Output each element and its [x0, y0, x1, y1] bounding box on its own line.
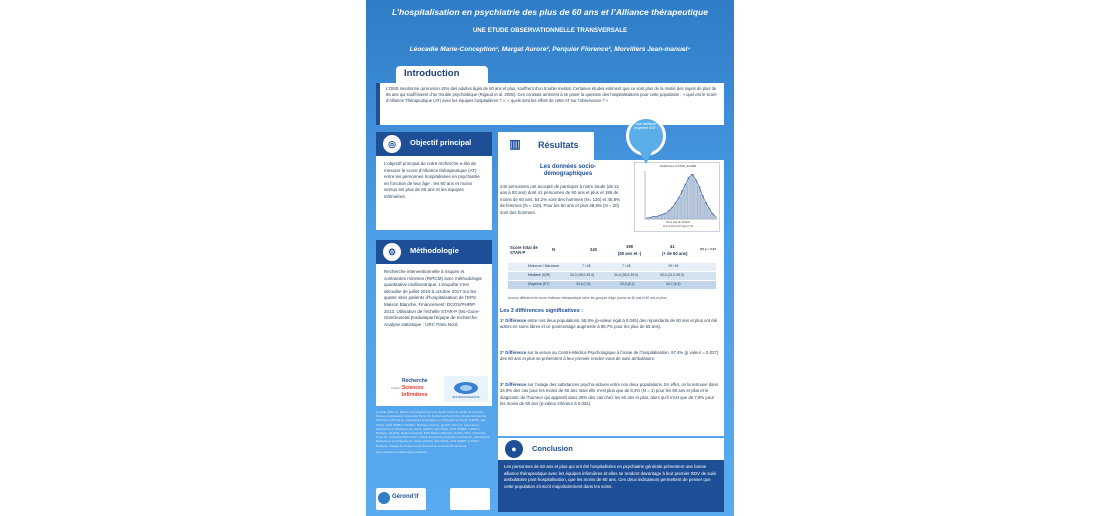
table-row	[508, 272, 716, 280]
stats-n-young: 199	[626, 244, 633, 249]
table-row	[508, 263, 716, 271]
histogram-bar	[655, 217, 658, 219]
histogram-svg	[635, 167, 721, 223]
gerondif-logo	[376, 488, 426, 510]
logo-eps-text: EPS MAISON BLANCHE	[452, 396, 480, 399]
conclusion-text: Les personnes de 60 ans et plus qui ont été hospitalisées en psychiatrie générale présentent une bonne alliance thérapeutique avec les équipes infirmières et elles se rendent davantage à leur premier RDV de suivi ambulatoire post-hospitalisation, que les moins de 60 ans. Ces deux indicateurs permettent de penser que cette population s’inscrit majoritairement dans les soins.	[498, 460, 724, 512]
table-cell: 7 / 48	[622, 264, 631, 268]
conclusion-title: Conclusion	[532, 444, 573, 453]
table-cell: 33,6 (7,8)	[576, 282, 591, 286]
difference-1-lead: 1° Différence	[500, 318, 527, 323]
chart-legend: Normal (Mu=33.6 Sigma=7.8)	[662, 226, 694, 228]
methodologie-title: Méthodologie	[410, 246, 459, 255]
poster-title: L’hospitalisation en psychiatrie des plus de 60 ans et l’Alliance thérapeutique	[392, 7, 708, 17]
difference-3	[500, 382, 720, 408]
methodologie-text: Recherche interventionnelle à risques et contraintes minimes (RIRCM) avec méthodologie quantitative multicentrique. L’enquête s’est déroulée de juillet 2015 à octobre 2017 sur les quatre sites patients d’hospitalisation de l’EPS Maison Blanche. Financement: DGOS/PHRIP 2013. Utilisation de l’échelle STAR-P (Mc-Guire-Snieckusetal.)traduiteparl’équipe de recherche. Analyse statistique : URC Paris Nord	[384, 269, 483, 327]
histogram-bar	[691, 174, 694, 219]
eps-logo	[444, 376, 488, 402]
table-row	[508, 281, 716, 289]
logo-gerondif: Gérond’if	[392, 494, 419, 500]
chart-xlabel: Score total de STAR-P	[665, 221, 690, 224]
difference-1	[500, 318, 720, 331]
table-cell: 19 / 49	[668, 264, 679, 268]
table-cell: 34,7 (6,4)	[666, 282, 681, 286]
table-cell: Médiane (IQR)	[528, 273, 551, 277]
references-text: (1) IDE, PhD (c), Maître d’enseignement à la Haute école de santé de Genève, Suisse et doctorant, Université Paris 13, Sorbonne Paris Cité, Chaire Recherche Sciences Infirmières, Laboratoire Educations et Pratiques de Santé (LEPS), (EA 3412), UFR SMBH, F-93017, Bobigny, France. (2) RN, PhD (c), Laboratoire Educations et Pratiques de Santé (LEPS), (EA 3412), UFR SMBH, F-93017, Bobigny. (3) PhD, Epidémiologiste EPS Maison Blanche (4) RN, PhD, Université Paris 13, Sorbonne Paris Cité, Chaire Recherche Sciences Infirmières, Laboratoire Educations et Pratiques de Santé (LEPS), (EA 3412), UFR SMBH, F-93017, Bobigny, Chargé de Projets et de Recherche à GérondIF (France).	[376, 410, 490, 448]
difference-1-text: entre nos deux populations. 65,9% (p-valeur égal à 0.045) des répondants de 60 ans et plus ont été admis en soins libres et ce pourcentage augmente à 86,7% pour les plus de 65 ans).	[500, 318, 718, 330]
objectif-text: L’objectif principal de notre recherche a été de mesurer le score d’Alliance thérapeutique (AT) entre les personnes hospitalisées en psychiatrie en fonction de leur âge : les 60 ans et moins versus les plus de 60 ans et les équipes infirmières.	[376, 156, 492, 230]
stats-young-label: (60 ans et -)	[618, 251, 642, 256]
difference-3-lead: 3° Différence	[500, 382, 527, 387]
conclusion-header	[498, 438, 724, 460]
table-cell: 34,0 (28,0-39,0)	[570, 273, 595, 277]
histogram-bar	[701, 195, 704, 219]
histogram-bar	[678, 197, 681, 219]
histogram-bar	[694, 180, 697, 219]
table-cell: 34,0 (28,0-39,0)	[614, 273, 639, 277]
histogram-bar	[662, 214, 665, 219]
poster-header	[366, 0, 734, 70]
difference-2-text: sur la venue au Centre-Médico-Psychologique à l’issue de l’hospitalisation. 97,4% (p valeur = 0.027) des 60 ans et plus se présentent à leur premier rendez-vous de suivi ambulatoire.	[500, 350, 719, 362]
stats-n-total: 240	[590, 247, 597, 252]
histogram-bar	[668, 210, 671, 219]
stats-n-label: N	[552, 247, 556, 252]
logo-sciences: Sciences	[402, 385, 424, 391]
stats-p: (P) p = 0.37	[700, 247, 716, 251]
contact-email: jean-manuel.morvillers@gerondif.org	[376, 449, 427, 454]
introduction-title: Introduction	[396, 66, 488, 83]
socio-text: 240 personnes ont accepté de participer à notre étude (de 21 ans à 83 ans) dont 41 personnes de 60 ans et plus et 199 de moins de 60 ans. 54,2% sont des hommes (N= 130) et 45,8% de femmes (N = 110). Pour les 60 ans et plus 48,8% (N = 20) sont des hommes.	[500, 184, 620, 215]
references	[376, 410, 492, 486]
poster-authors: Léocadie Marie-Conception¹, Margat Aurore², Perquier Florence³, Morvillers Jean-manuel⁴	[409, 46, 691, 53]
gear-icon: ⚙	[383, 243, 401, 261]
poster	[366, 0, 734, 516]
chart-title: Distribution of STAR_SCORE	[659, 164, 697, 168]
stats-n-old: 41	[670, 244, 675, 249]
poster-subtitle: UNE ETUDE OBSERVATIONNELLE TRANSVERSALE	[472, 27, 628, 34]
resultats-header	[498, 132, 594, 160]
stats-table	[508, 263, 716, 295]
introduction-text: L’OMS mentionne qu’environ 15% des adultes âgés de 60 ans et plus, souffrent d’un trouble mental. Certaines études estiment que ce sont plus de la moitié des sujets de plus de 65 ans qui souffriraient d’un trouble psychiatrique (Rigaud et al. 2005). Ces constats amènent à se poser la question des hospitalisations pour cette population : « quel est le score d’Alliance Thérapeutique (AT) avec les équipes hospitalières ? », « quels sont les effets de cette AT sur l’observance ? »	[376, 83, 724, 125]
highlight-pin-tip	[640, 152, 652, 164]
stats-old-label: (+ de 60 ans)	[662, 251, 688, 256]
recherche-sciences-logo	[388, 376, 436, 402]
histogram-bar	[698, 186, 701, 219]
histogram-bar	[681, 190, 684, 219]
stats-caption: Aucune différence de score d’alliance thérapeutique selon les groupes d’âge (moins de 60 ans et 60 ans et plus)	[508, 296, 667, 300]
methodologie-header	[376, 240, 492, 264]
logo-chaire: Chaire	[391, 386, 400, 390]
difference-2-lead: 2° Différence	[500, 350, 527, 355]
results-box	[498, 160, 724, 436]
histogram-bar	[675, 202, 678, 219]
gerondif-icon	[378, 492, 390, 504]
histogram-bar	[665, 213, 668, 219]
table-cell: 33,0 (21,0-39,0)	[660, 273, 685, 277]
difference-2	[500, 350, 720, 363]
logo-recherche: Recherche	[402, 378, 428, 384]
distribution-chart	[634, 162, 720, 232]
histogram-bar	[714, 217, 717, 219]
histogram-bar	[684, 184, 687, 219]
objectif-title: Objectif principal	[410, 138, 472, 147]
bar-chart-icon: ▥	[509, 137, 521, 151]
histogram-bar	[671, 207, 674, 219]
resultats-title: Résultats	[538, 140, 579, 150]
histogram-bar	[704, 202, 707, 219]
table-cell: Minimum / Maximum	[528, 264, 560, 268]
table-cell: 33,2 (8,1)	[620, 282, 635, 286]
stats-label: Score total de STAR-P	[510, 245, 538, 255]
differences-title: Les 3 différences significatives :	[500, 308, 583, 314]
people-icon: ●	[505, 440, 523, 458]
stats-header-row	[498, 244, 724, 262]
highlight-pin-text: Une meilleure moyenne d’AT !	[634, 122, 658, 131]
table-cell: 7 / 48	[582, 264, 591, 268]
logo-infirmieres: Infirmières	[402, 392, 428, 398]
table-cell: Moyenne (ET)	[528, 282, 550, 286]
difference-3-text: sur l’usage des substances psycho-actives entre nos deux populations. En effet, on la retrouve dans 34,9% des cas pour les moins de 60 ans mais elle n’est plus que de 8,3% (N = 1) pour les 60 ans et plus et le diagnostic de l’humeur qui apparaît dans 25% des cas chez les 60 ans et plus, alors qu’il n’est que de 7,9% pour les moins de 60 ans (p-valeur inférieur à 0.032).	[500, 382, 719, 407]
target-icon: ◎	[383, 135, 401, 153]
histogram-bar	[688, 177, 691, 219]
socio-title: Les données socio-démographiques	[539, 164, 596, 177]
objectif-header	[376, 132, 492, 156]
partner-logo	[450, 488, 490, 510]
